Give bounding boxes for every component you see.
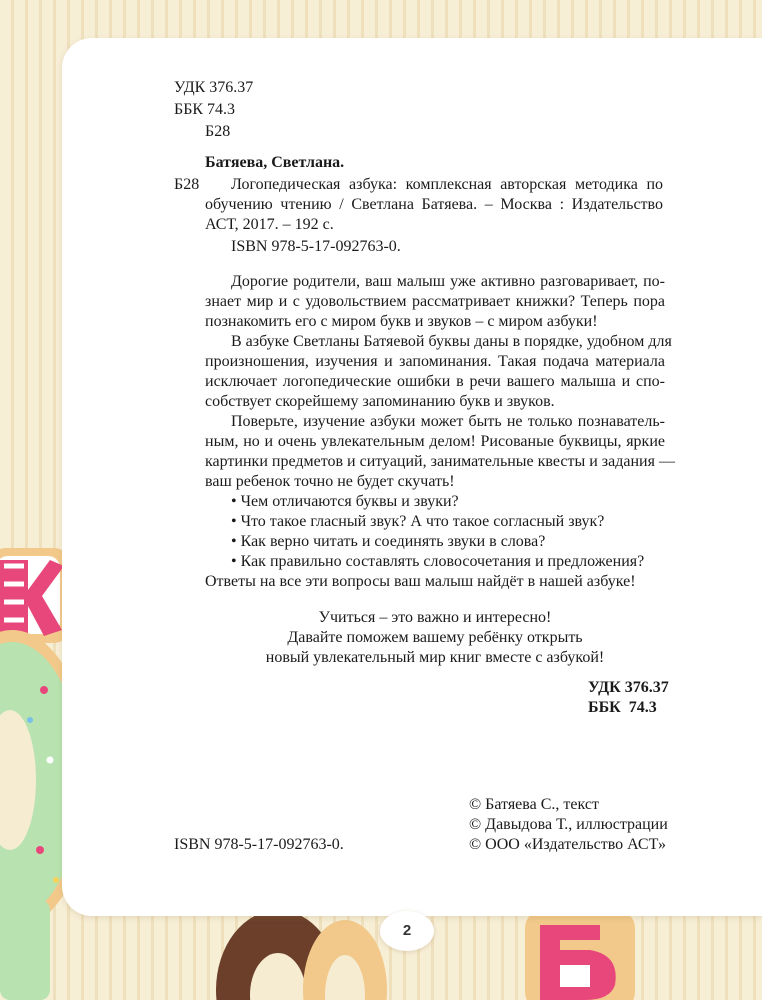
catalog-isbn: ISBN 978-5-17-092763-0. [231,238,401,255]
footer-isbn: ISBN 978-5-17-092763-0. [174,836,344,853]
bbk-code: ББК 74.3 [174,101,236,118]
author-heading: Батяева, Светлана. [205,154,345,171]
annotation-line: Поверьте, изучение азбуки может быть не только познаватель- [231,413,665,430]
cookie-letter-bottom-left [0,900,50,1000]
author-sign-left: Б28 [174,176,200,193]
annotation-line: картинки предметов и ситуаций, занимательные квесты и задания — [205,453,675,470]
classification-bbk: ББК 74.3 [588,699,657,716]
annotation-line: исключает логопедические ошибки в речи вашего малыша и спо- [205,373,665,390]
question-bullet: • Как правильно составлять словосочетания и предложения? [231,553,645,570]
annotation-line: знает мир и с удовольствием рассматривает книжки? Теперь пора [205,293,665,310]
annotation-line: Дорогие родители, ваш малыш уже активно разговаривает, по- [231,273,665,290]
annotation-line: Ответы на все эти вопросы ваш малыш найдёт в нашей азбуке! [205,573,636,590]
cookie-letter-pink-b [525,910,635,1000]
annotation-line: собствует скорейшему запоминанию букв и звуков. [205,393,555,410]
copyright-line: © Давыдова Т., иллюстрации [469,816,668,833]
annotation-line: познакомить его с миром букв и звуков – с миром азбуки! [205,313,598,330]
closing-line: новый увлекательный мир книг вместе с азбукой! [265,649,605,666]
classification-udk: УДК 376.37 [588,679,669,696]
question-bullet: • Как верно читать и соединять звуки в слова? [231,533,546,550]
udk-code: УДК 376.37 [174,79,254,96]
question-bullet: • Что такое гласный звук? А что такое согласный звук? [231,513,605,530]
author-sign: Б28 [205,123,231,140]
annotation-line: произношения, изучения и запоминания. Такая подача материала [205,353,665,370]
catalog-description-line: Логопедическая азбука: комплексная авторская методика по [231,176,663,193]
page-number: 2 [380,911,434,951]
closing-line: Давайте поможем вашему ребёнку открыть [287,629,583,646]
question-bullet: • Чем отличаются буквы и звуки? [231,493,459,510]
annotation-line: В азбуке Светланы Батяевой буквы даны в порядке, удобном для [231,333,672,350]
cookie-letter-k [0,548,70,643]
catalog-description-line: АСТ, 2017. – 192 с. [205,216,334,233]
annotation-line: ваш ребенок точно не будет скучать! [205,473,455,490]
closing-line: Учиться – это важно и интересно! [318,609,552,626]
catalog-description-line: обучению чтению / Светлана Батяева. – Москва : Издательство [205,196,663,213]
copyright-line: © Батяева С., текст [469,796,599,813]
annotation-line: ным, но и очень увлекательным делом! Рисованые буквицы, яркие [205,433,665,450]
copyright-line: © ООО «Издательство АСТ» [469,836,666,853]
